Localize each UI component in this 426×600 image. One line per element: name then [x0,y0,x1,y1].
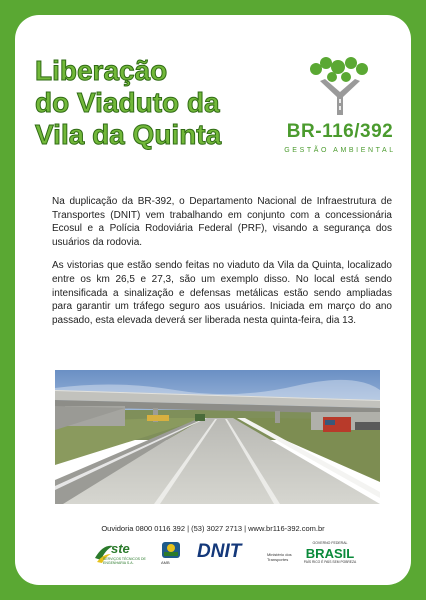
dnit-logo [197,540,257,566]
amb-name: AMB [161,560,170,565]
title-line-3: Vila da Quinta [35,119,222,150]
viaduct-photo [55,370,380,504]
title-line-1: Liberação [35,55,168,86]
contact-footer: Ouvidoria 0800 0116 392 | (53) 3027 2713 | www.br116-392.com.br [101,524,325,533]
ministerio-line-2: Transportes [267,557,289,562]
title-line-2: do Viaduto da [35,87,220,118]
logo-name: BR-116/392 [286,121,394,142]
br116-logo [280,55,400,170]
article-body [52,195,392,337]
logo-tagline: GESTÃO AMBIENTAL [284,147,396,154]
governo-federal-brasil-logo [303,540,357,566]
paragraph-2: As vistorias que estão sendo feitas no viaduto da Vila da Quinta, localizado entre os km 26,5 e 27,3, são um exemplo disso. No local está sendo intensificada a sinalização e defensas metálicas estão sendo ampliadas para garantir um tráfego seguro aos usuários. Iniciada em março do ano passado, esta elevada deverá ser liberada nesta quinta-feira, dia 13. [52,260,392,326]
paragraph-1: Na duplicação da BR-392, o Departamento Nacional de Infraestrutura de Transportes (DNIT) vem trabalhando em conjunto com a concessionária Ecosul e a Polícia Rodoviária Federal (PRF), visando a segurança dos usuários da rodovia. [52,196,392,248]
dnit-name: DNIT [197,541,242,562]
amb-logo [159,540,183,566]
brasil-name: BRASIL [305,546,355,561]
tree-road-icon [306,55,374,117]
ste-logo [93,540,151,566]
amb-emblem-icon [160,540,182,560]
partner-logos [93,540,357,566]
ste-tagline: SERVIÇOS TÉCNICOS DE ENGENHARIA S.A. [103,557,146,565]
ste-name: ste [111,541,130,556]
brasil-slogan: PAÍS RICO É PAÍS SEM POBREZA [303,560,357,564]
ministerio-line-1: Ministério dos [267,552,292,557]
poster-title [35,55,221,151]
ministerio-transportes-logo [265,540,301,566]
governo-federal-label: GOVERNO FEDERAL [312,541,348,545]
